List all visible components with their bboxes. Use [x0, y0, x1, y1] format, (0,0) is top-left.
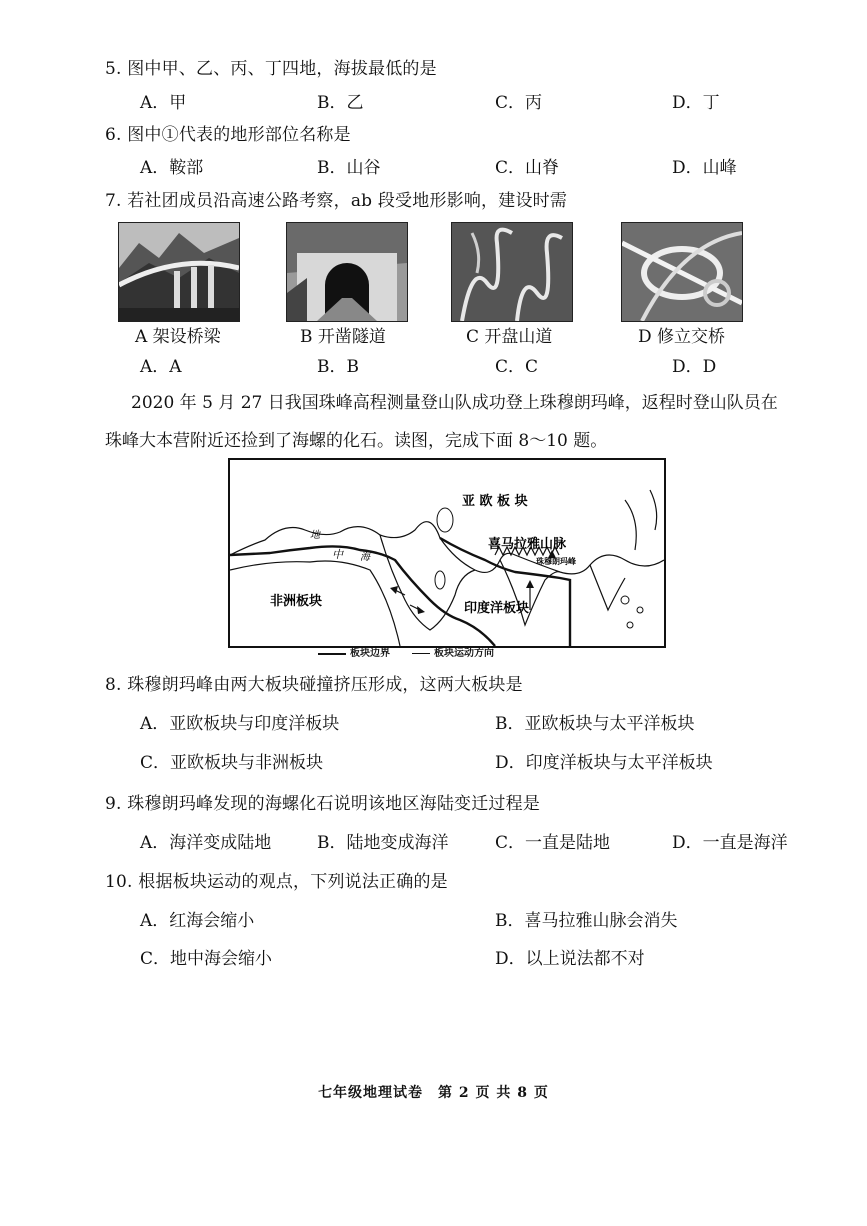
q8-option-a: A．亚欧板块与印度洋板块 [140, 714, 340, 734]
legend-boundary-label: 板块边界 [350, 648, 390, 659]
question-6: 6. 图中①代表的地形部位名称是 [105, 125, 351, 145]
label-himalaya: 喜马拉雅山脉 [488, 537, 567, 552]
q9-option-d: D．一直是海洋 [672, 833, 788, 853]
q10-option-d: D．以上说法都不对 [495, 949, 645, 969]
question-10: 10. 根据板块运动的观点，下列说法正确的是 [105, 872, 448, 892]
q6-option-a: A．鞍部 [140, 158, 204, 178]
photo-winding-road [451, 222, 573, 322]
q8-option-d: D．印度洋板块与太平洋板块 [495, 753, 713, 773]
photo-tunnel [286, 222, 408, 322]
label-everest: 珠穆朗玛峰 [536, 556, 576, 566]
q10-option-a: A．红海会缩小 [140, 911, 255, 931]
q6-option-b: B．山谷 [317, 158, 381, 178]
label-eurasia-plate: 亚 欧 板 块 [462, 494, 528, 509]
reading-intro [105, 384, 795, 460]
q5-option-a: A．甲 [140, 93, 187, 113]
caption-bridge: A 架设桥梁 [135, 327, 221, 347]
legend-movement [412, 644, 494, 659]
photo-interchange [621, 222, 743, 322]
label-african-plate: 非洲板块 [270, 594, 323, 609]
photo-bridge [118, 222, 240, 322]
q6-option-d: D．山峰 [672, 158, 737, 178]
q5-option-c: C．丙 [495, 93, 543, 113]
label-med-2: 中 [332, 548, 343, 561]
q5-option-b: B．乙 [317, 93, 364, 113]
q9-option-c: C．一直是陆地 [495, 833, 611, 853]
q5-option-d: D．丁 [672, 93, 720, 113]
caption-tunnel: B 开凿隧道 [300, 327, 386, 347]
q7-option-b: B．B [317, 357, 359, 377]
intro-line-2: 珠峰大本营附近还捡到了海螺的化石。读图，完成下面 8～10 题。 [105, 431, 608, 451]
caption-winding-road: C 开盘山道 [466, 327, 553, 347]
label-med-3: 海 [360, 552, 370, 563]
q10-option-b: B．喜马拉雅山脉会消失 [495, 911, 678, 931]
q6-option-c: C．山脊 [495, 158, 560, 178]
q7-option-d: D．D [672, 357, 717, 377]
legend-boundary-line [318, 653, 346, 655]
q10-option-c: C．地中海会缩小 [140, 949, 273, 969]
q9-option-a: A．海洋变成陆地 [140, 833, 272, 853]
q9-option-b: B．陆地变成海洋 [317, 833, 449, 853]
page-footer: 七年级地理试卷 第 2 页 共 8 页 [318, 1085, 549, 1101]
q8-option-c: C．亚欧板块与非洲板块 [140, 753, 324, 773]
q7-option-c: C．C [495, 357, 539, 377]
question-9: 9. 珠穆朗玛峰发现的海螺化石说明该地区海陆变迁过程是 [105, 794, 541, 814]
plate-map [228, 458, 666, 648]
legend-movement-label: 板块运动方向 [434, 648, 494, 659]
q7-option-a: A．A [140, 357, 182, 377]
caption-interchange: D 修立交桥 [638, 327, 726, 347]
q8-option-b: B．亚欧板块与太平洋板块 [495, 714, 695, 734]
legend-arrow-icon [412, 653, 430, 654]
intro-line-1: 2020 年 5 月 27 日我国珠峰高程测量登山队成功登上珠穆朗玛峰，返程时登山队员在 [131, 393, 778, 413]
legend-boundary [318, 644, 390, 659]
question-8: 8. 珠穆朗玛峰由两大板块碰撞挤压形成，这两大板块是 [105, 675, 523, 695]
label-indian-plate: 印度洋板块 [464, 601, 530, 616]
question-5: 5. 图中甲、乙、丙、丁四地，海拔最低的是 [105, 59, 437, 79]
question-7: 7. 若社团成员沿高速公路考察，ab 段受地形影响，建设时需 [105, 191, 568, 211]
label-med-1: 地 [310, 530, 320, 541]
